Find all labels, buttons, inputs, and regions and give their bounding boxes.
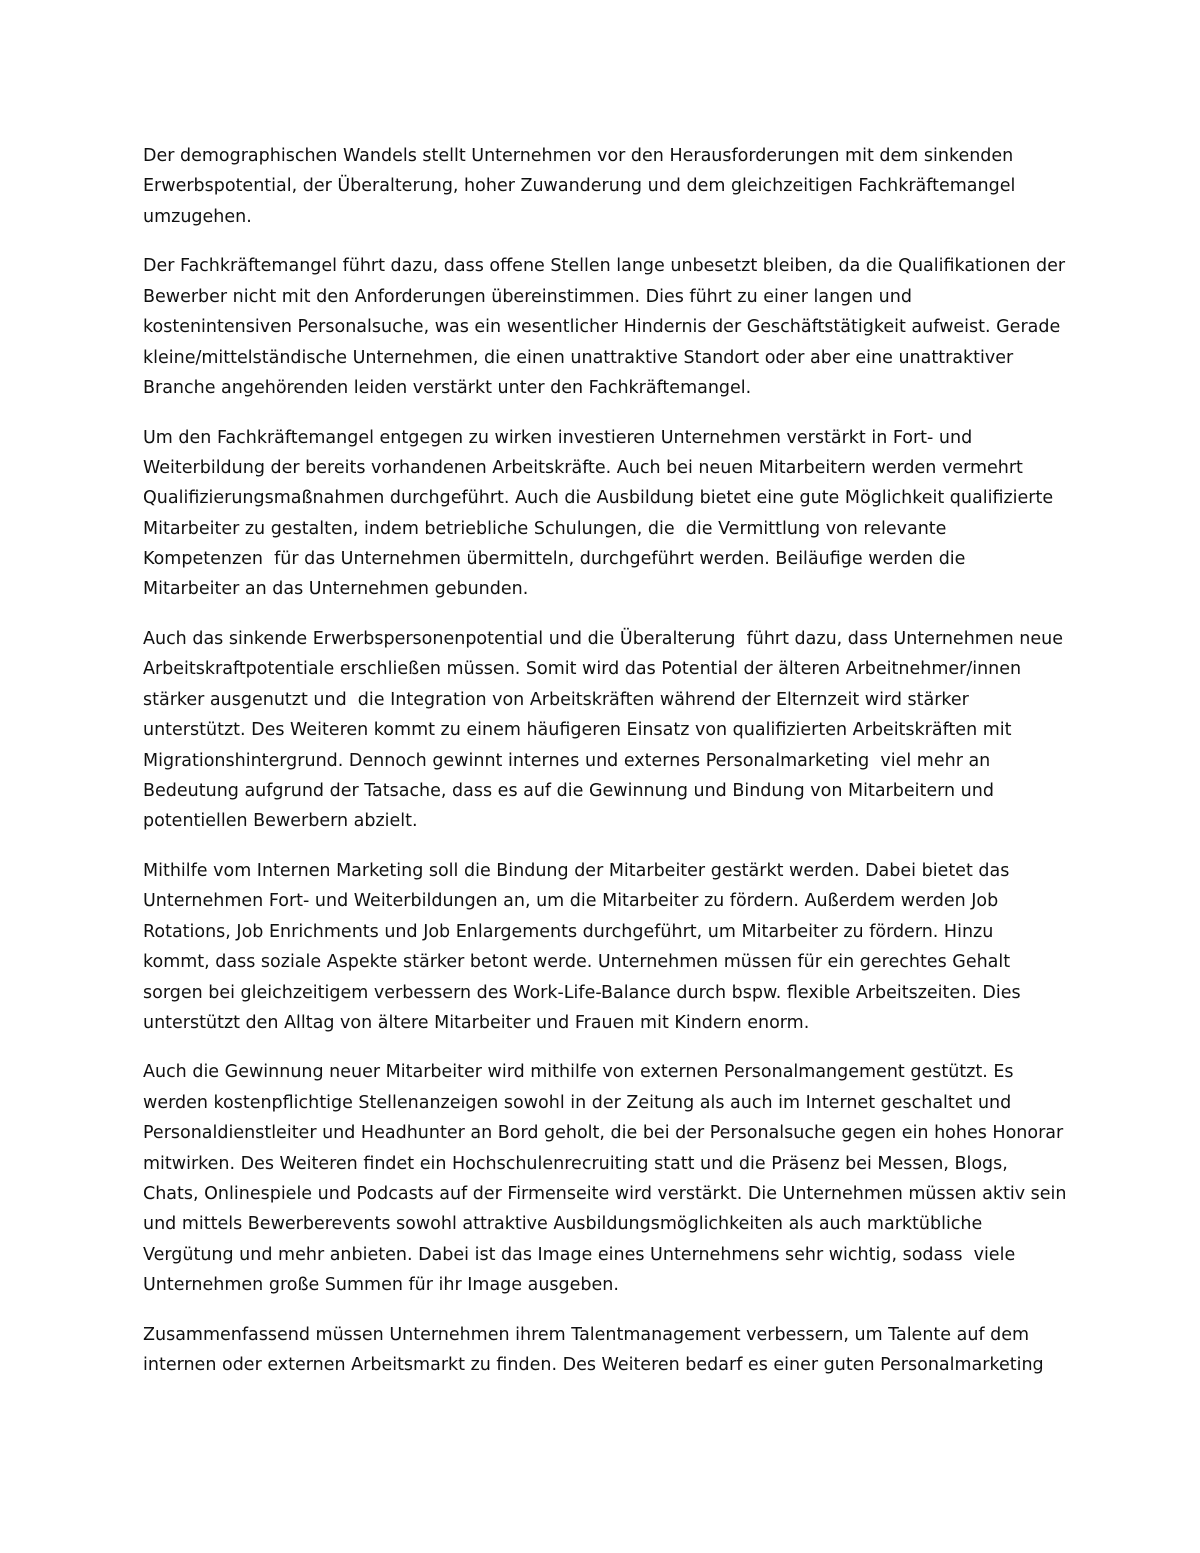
text-line: Weiterbildung der bereits vorhandenen Arbeitskräfte. Auch bei neuen Mitarbeitern werden vermehrt — [143, 457, 1023, 478]
text-line: werden kostenpflichtige Stellenanzeigen sowohl in der Zeitung als auch im Internet geschaltet und — [143, 1092, 1012, 1113]
text-line: kleine/mittelständische Unternehmen, die einen unattraktive Standort oder aber eine unattraktiver — [143, 347, 1014, 368]
paragraph-spacing — [143, 232, 1073, 251]
paragraph — [143, 141, 1073, 232]
paragraph-spacing — [143, 1038, 1073, 1057]
text-line: Der Fachkräftemangel führt dazu, dass offene Stellen lange unbesetzt bleiben, da die Qualifikationen der — [143, 256, 1066, 277]
paragraph-spacing — [143, 403, 1073, 422]
paragraph — [143, 1320, 1073, 1381]
text-line: kommt, dass soziale Aspekte stärker betont werde. Unternehmen müssen für ein gerechtes Gehalt — [143, 952, 1011, 973]
text-line: Um den Fachkräftemangel entgegen zu wirken investieren Unternehmen verstärkt in Fort- und — [143, 427, 973, 448]
text-line: Erwerbspotential, der Überalterung, hoher Zuwanderung und dem gleichzeitigen Fachkräftemangel — [143, 176, 1016, 197]
text-line: Arbeitskraftpotentiale erschließen müssen. Somit wird das Potential der älteren Arbeitnehmer/innen — [143, 659, 1022, 680]
text-line: Chats, Onlinespiele und Podcasts auf der Firmenseite wird verstärkt. Die Unternehmen müssen aktiv sein — [143, 1184, 1067, 1205]
text-line: Qualifizierungsmaßnahmen durchgeführt. Auch die Ausbildung bietet eine gute Möglichkeit qualifizierte — [143, 488, 1054, 509]
text-line: Mitarbeiter an das Unternehmen gebunden. — [143, 579, 529, 600]
text-line: Der demographischen Wandels stellt Unternehmen vor den Herausforderungen mit dem sinkenden — [143, 146, 1014, 166]
text-line: umzugehen. — [143, 206, 252, 227]
paragraph — [143, 624, 1073, 837]
text-line: kostenintensiven Personalsuche, was ein wesentlicher Hindernis der Geschäftstätigkeit aufweist. Gerade — [143, 317, 1061, 338]
text-line: mitwirken. Des Weiteren findet ein Hochschulenrecruiting statt und die Präsenz bei Messen, Blogs, — [143, 1153, 1008, 1174]
text-line: Personaldienstleiter und Headhunter an Bord geholt, die bei der Personalsuche gegen ein hohes Honorar — [143, 1123, 1064, 1144]
text-line: Auch die Gewinnung neuer Mitarbeiter wird mithilfe von externen Personalmangement gestützt. Es — [143, 1062, 1014, 1083]
paragraph-spacing — [143, 605, 1073, 624]
text-line: Mitarbeiter zu gestalten, indem betriebliche Schulungen, die die Vermittlung von relevante — [143, 518, 947, 539]
text-line: Auch das sinkende Erwerbspersonenpotential und die Überalterung führt dazu, dass Unternehmen neue — [143, 629, 1063, 650]
text-line: Migrationshintergrund. Dennoch gewinnt internes und externes Personalmarketing viel mehr an — [143, 750, 991, 771]
text-line: unterstützt. Des Weiteren kommt zu einem häufigeren Einsatz von qualifizierten Arbeitskräften mit — [143, 720, 1012, 741]
text-line: unterstützt den Alltag von ältere Mitarbeiter und Frauen mit Kindern enorm. — [143, 1012, 810, 1033]
paragraph — [143, 251, 1073, 403]
text-line: potentiellen Bewerbern abzielt. — [143, 811, 418, 832]
text-line: Zusammenfassend müssen Unternehmen ihrem Talentmanagement verbessern, um Talente auf dem — [143, 1324, 1030, 1345]
document-body — [143, 141, 1073, 1381]
text-line: Vergütung und mehr anbieten. Dabei ist das Image eines Unternehmens sehr wichtig, sodass viele — [143, 1244, 1016, 1265]
text-line: Bedeutung aufgrund der Tatsache, dass es auf die Gewinnung und Bindung von Mitarbeitern und — [143, 780, 994, 801]
paragraph-spacing — [143, 1301, 1073, 1320]
text-line: Unternehmen Fort- und Weiterbildungen an, um die Mitarbeiter zu fördern. Außerdem werden Job — [143, 891, 999, 912]
paragraph — [143, 856, 1073, 1038]
text-line: Mithilfe vom Internen Marketing soll die Bindung der Mitarbeiter gestärkt werden. Dabei bietet das — [143, 860, 1010, 881]
text-line: Rotations, Job Enrichments und Job Enlargements durchgeführt, um Mitarbeiter zu fördern. Hinzu — [143, 921, 994, 942]
text-line: Bewerber nicht mit den Anforderungen übereinstimmen. Dies führt zu einer langen und — [143, 286, 912, 307]
text-line: Unternehmen große Summen für ihr Image ausgeben. — [143, 1275, 619, 1296]
text-line: und mittels Bewerberevents sowohl attraktive Ausbildungsmöglichkeiten als auch marktübliche — [143, 1214, 983, 1235]
paragraph-spacing — [143, 837, 1073, 856]
text-line: Kompetenzen für das Unternehmen übermitteln, durchgeführt werden. Beiläufige werden die — [143, 549, 966, 570]
paragraph — [143, 423, 1073, 605]
text-line: Branche angehörenden leiden verstärkt unter den Fachkräftemangel. — [143, 377, 752, 398]
text-line: internen oder externen Arbeitsmarkt zu finden. Des Weiteren bedarf es einer guten Personalmarketing — [143, 1355, 1044, 1376]
text-line: sorgen bei gleichzeitigem verbessern des Work-Life-Balance durch bspw. flexible Arbeitszeiten. Dies — [143, 982, 1021, 1003]
paragraph — [143, 1057, 1073, 1300]
text-line: stärker ausgenutzt und die Integration von Arbeitskräften während der Elternzeit wird stärker — [143, 689, 969, 710]
